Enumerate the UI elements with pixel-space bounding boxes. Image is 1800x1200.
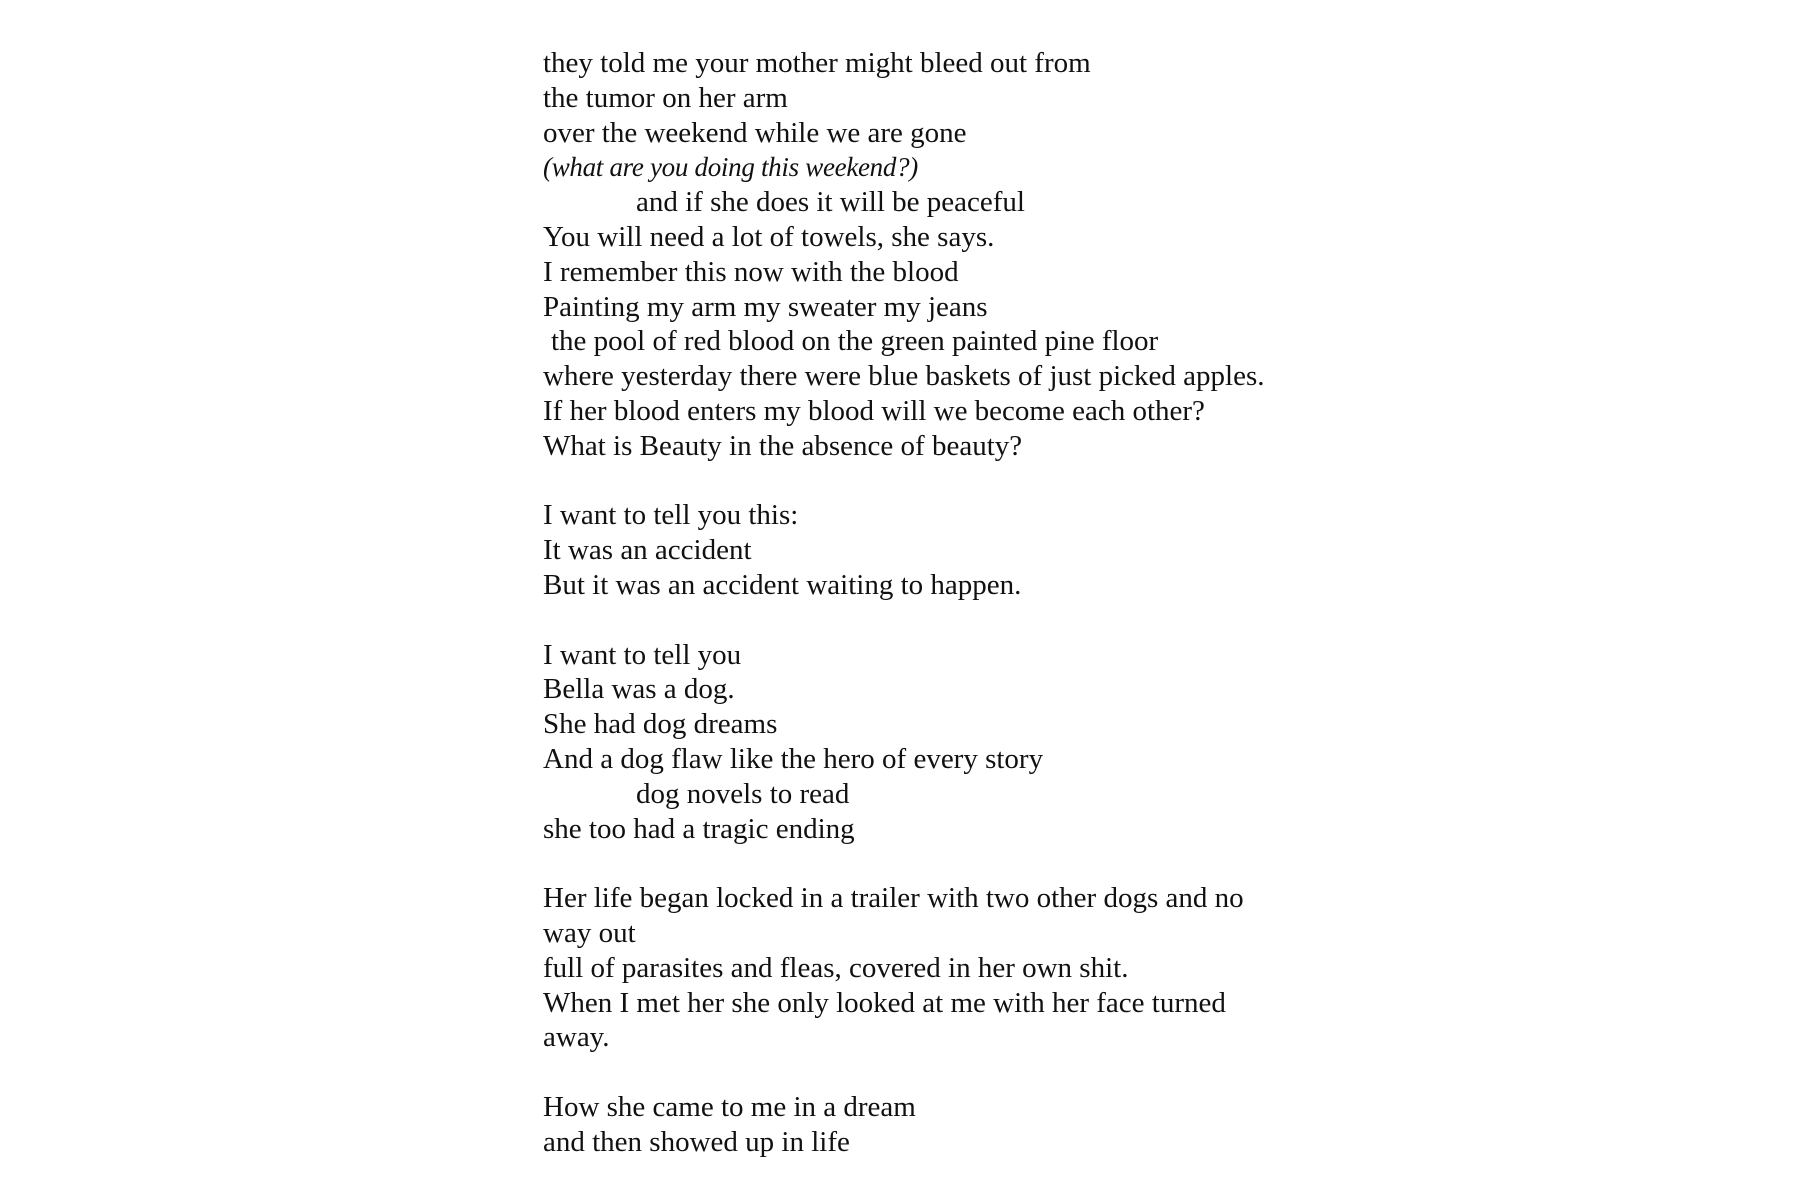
poem-line: I remember this now with the blood: [543, 255, 959, 288]
poem-line: When I met her she only looked at me with her face turned: [543, 986, 1226, 1019]
stanza-1: [543, 46, 1323, 464]
poem-line: the tumor on her arm: [543, 81, 788, 114]
stanza-break: [543, 603, 1323, 638]
poem-line: way out: [543, 916, 636, 949]
poem-body: [543, 46, 1323, 1160]
poem-line: away.: [543, 1021, 610, 1054]
poem-line: the pool of red blood on the green painted pine floor: [551, 325, 1159, 358]
stanza-break: [543, 1055, 1323, 1090]
poem-line: If her blood enters my blood will we become each other?: [543, 394, 1205, 427]
poem-line: they told me your mother might bleed out from: [543, 47, 1091, 79]
poem-line: I want to tell you this:: [543, 499, 799, 532]
poem-line-italic: (what are you doing this weekend?): [543, 152, 918, 183]
stanza-4: [543, 881, 1323, 1055]
poem-line: she too had a tragic ending: [543, 812, 855, 845]
poem-line: where yesterday there were blue baskets of just picked apples.: [543, 360, 1265, 393]
poem-line: full of parasites and fleas, covered in her own shit.: [543, 951, 1129, 984]
poem-line: It was an accident: [543, 534, 752, 567]
stanza-2: [543, 498, 1323, 602]
poem-line: You will need a lot of towels, she says.: [543, 220, 995, 253]
poem-line: She had dog dreams: [543, 708, 778, 741]
poem-line: How she came to me in a dream: [543, 1090, 916, 1123]
poem-line: What is Beauty in the absence of beauty?: [543, 429, 1023, 462]
poem-line: I want to tell you: [543, 638, 742, 671]
poem-line: Bella was a dog.: [543, 673, 735, 706]
stanza-3: [543, 638, 1323, 847]
stanza-break: [543, 846, 1323, 881]
poem-line: over the weekend while we are gone: [543, 116, 967, 149]
poem-line: And a dog flaw like the hero of every story: [543, 742, 1044, 775]
stanza-break: [543, 464, 1323, 499]
poem-line-indented: and if she does it will be peaceful: [636, 186, 1025, 219]
poem-line: Her life began locked in a trailer with two other dogs and no: [543, 882, 1244, 915]
poem-line-indented: dog novels to read: [636, 777, 850, 810]
poem-line: Painting my arm my sweater my jeans: [543, 290, 988, 323]
stanza-5: [543, 1090, 1323, 1160]
poem-line: and then showed up in life: [543, 1125, 850, 1158]
poem-line: But it was an accident waiting to happen.: [543, 568, 1022, 601]
